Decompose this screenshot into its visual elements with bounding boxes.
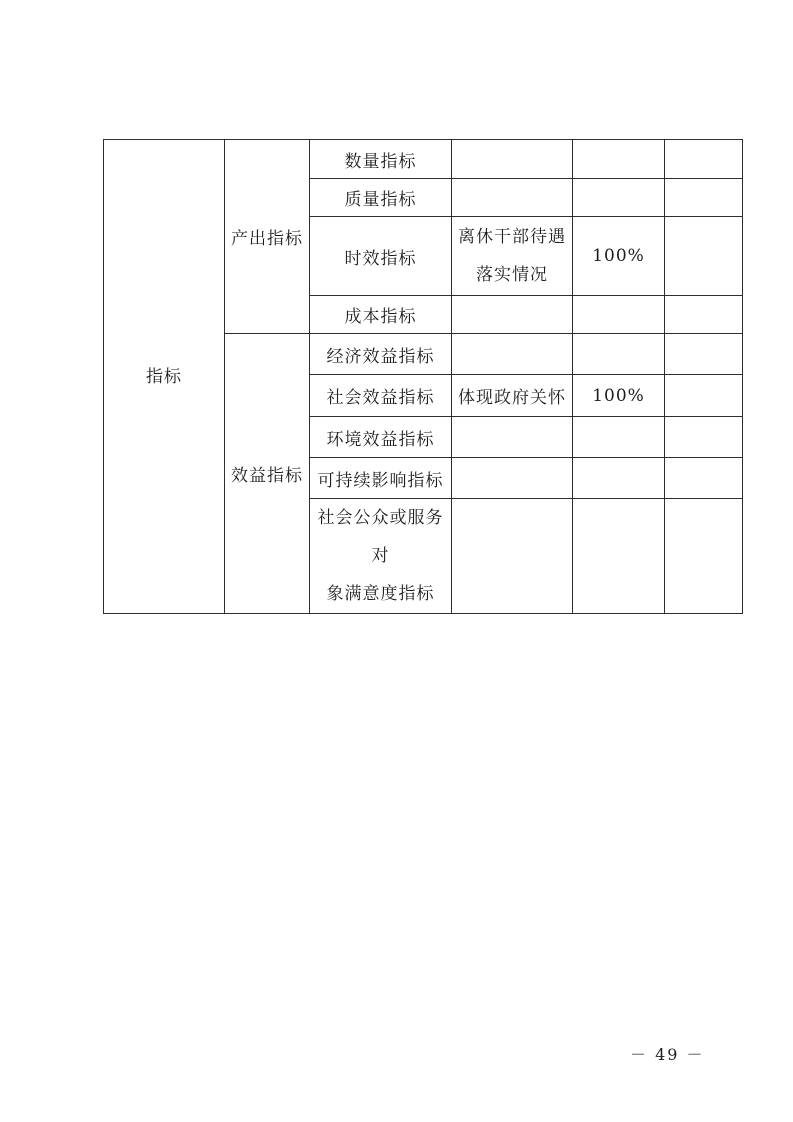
row-header-cell: 指标 (104, 140, 225, 614)
extra-cell (665, 458, 743, 499)
extra-cell (665, 499, 743, 614)
performance-indicator-table (103, 139, 743, 614)
category-line: 象满意度指标 (326, 584, 435, 604)
detail-cell (452, 417, 573, 458)
category-cell: 数量指标 (310, 140, 452, 179)
extra-cell (665, 217, 743, 296)
category-cell: 质量指标 (310, 179, 452, 217)
group-cell-output: 产出指标 (225, 140, 310, 334)
page-number: － 49 － (630, 1045, 705, 1064)
detail-cell (452, 179, 573, 217)
category-cell (310, 499, 452, 614)
extra-cell (665, 417, 743, 458)
rate-cell (573, 296, 665, 334)
category-cell: 社会效益指标 (310, 375, 452, 417)
rate-cell (573, 140, 665, 179)
detail-cell (452, 458, 573, 499)
rate-cell: 100% (573, 375, 665, 417)
category-cell: 成本指标 (310, 296, 452, 334)
category-cell: 经济效益指标 (310, 334, 452, 375)
detail-cell (452, 140, 573, 179)
detail-cell (452, 334, 573, 375)
detail-line: 落实情况 (476, 265, 548, 285)
detail-cell: 体现政府关怀 (452, 375, 573, 417)
rate-cell (573, 458, 665, 499)
extra-cell (665, 296, 743, 334)
detail-cell (452, 499, 573, 614)
extra-cell (665, 334, 743, 375)
group-cell-benefit: 效益指标 (225, 334, 310, 614)
rate-cell (573, 334, 665, 375)
rate-cell (573, 417, 665, 458)
detail-cell (452, 296, 573, 334)
extra-cell (665, 179, 743, 217)
extra-cell (665, 140, 743, 179)
detail-line: 离休干部待遇 (458, 227, 566, 247)
category-cell: 可持续影响指标 (310, 458, 452, 499)
rate-cell (573, 179, 665, 217)
category-line: 社会公众或服务对 (317, 508, 444, 566)
table-row (104, 140, 743, 179)
category-cell: 时效指标 (310, 217, 452, 296)
extra-cell (665, 375, 743, 417)
detail-cell (452, 217, 573, 296)
category-cell: 环境效益指标 (310, 417, 452, 458)
rate-cell (573, 499, 665, 614)
rate-cell: 100% (573, 217, 665, 296)
